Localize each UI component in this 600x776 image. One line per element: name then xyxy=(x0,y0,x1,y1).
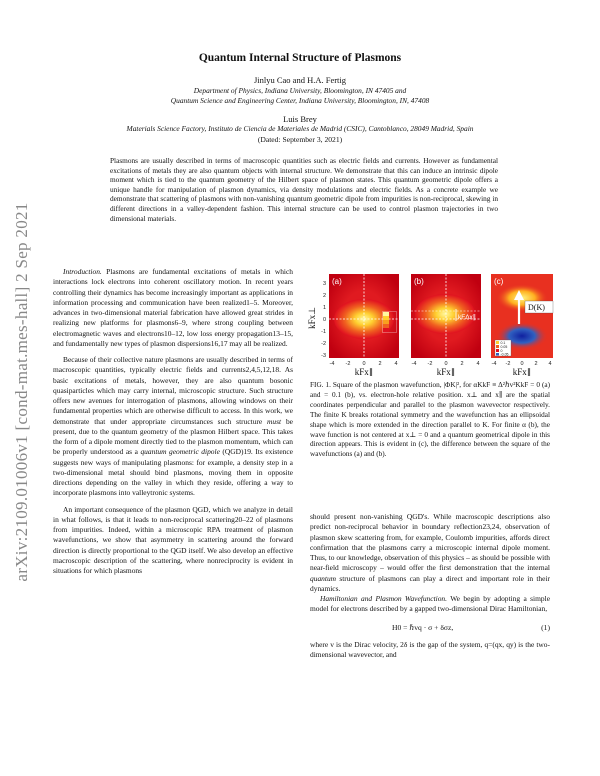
x-tick: 0 xyxy=(362,361,366,367)
hamiltonian-heading: Hamiltonian and Plasmon Wavefunction. xyxy=(320,594,447,603)
legend-entry: 0 xyxy=(500,349,503,353)
x-tick: -4 xyxy=(411,361,417,367)
x-tick: 0 xyxy=(520,361,524,367)
panel-c-label: (c) xyxy=(494,277,504,286)
abstract: Plasmons are usually described in terms of macroscopic quantities such as electric fields and currents. However as fundamental excitations of metals they are also quantum objects with internal structure. We demonstrate that this can induce an intrinsic dipole moment which is tied to the quantum geometry of the Hilbert space of plasmon states. This quantum geometric dipole offers a unique handle for manipulation of plasmon dynamics, via density modulations and electric fields. As a concrete example we demonstrate that scattering of plasmons with non-vanishing quantum geometric dipole from impurities is non-reciprocal, skewing in different directions in a valley-dependent fashion. This internal structure can be used to control plasmon trajectories in two dimensional materials. xyxy=(110,156,498,223)
affiliation-1a: Department of Physics, Indiana University, Bloomington, IN 47405 and xyxy=(193,86,407,95)
x-tick: 0 xyxy=(444,361,448,367)
y-tick: 0 xyxy=(322,317,326,323)
after-equation-text: where v is the Dirac velocity, 2δ is the gap of the system, q=(qx, qy) is the two-dimensional wavevector, and xyxy=(310,639,550,659)
legend-entry: -0.05 xyxy=(500,352,509,357)
intro-text: Plasmons are fundamental excitations of metals in which interactions lock electrons into coherent oscillatory motion. In recent years controlling their dynamics has become increasingly important as applications in information processing and communication have been realized1–5. Moreover, advances in two-dimensional material fabrication have allowed great strides in realizing new platforms for plasmons6–9, where strong coupling between electromagnetic waves and electrons10–12, low loss energy propagation13–15, and fundamentally new types of plasmon dispersions16,17 may all be realized. xyxy=(53,267,293,348)
arxiv-stamp: arXiv:2109.01006v1 [cond-mat.mes-hall] 2 Sep 2021 xyxy=(12,202,31,582)
p2-text-a: Because of their collective nature plasmons are usually described in terms of macroscopic quantities, typically electric fields and currents2,4,5,12,18. As basic excitations of metals, however, they are also quantum bosonic quasiparticles which may carry internal, microscopic structure. Such structure offers new avenues for interrogation of plasmons, allowing windows on their fundamental properties which are otherwise difficult to access. In this work, we demonstrate that under appropriate circumstances such structure xyxy=(53,355,293,426)
x-axis-label-c: kFx∥ xyxy=(512,367,532,376)
hamiltonian-paragraph xyxy=(310,594,550,615)
panel-c-legend xyxy=(495,340,511,357)
legend-entry: 0.05 xyxy=(500,345,508,349)
y-tick: 3 xyxy=(322,281,326,287)
x-tick: 2 xyxy=(534,361,538,367)
x-tick: -2 xyxy=(505,361,511,367)
p2-text-c: (QGD)19. Its existence suggests new ways of manipulating plasmons: for example, a density step in a two-dimensional metal should bind plasmons, moving them in opposite directions depending on the valley in which they reside, offering a way to incorporate plasmons into valleytronic systems. xyxy=(53,447,293,498)
affiliation-1b: Quantum Science and Engineering Center, Indiana University, Bloomington, IN, 47408 xyxy=(170,96,430,105)
equation-text: H0 = ℏvq · σ + δσz, xyxy=(392,622,454,632)
figure-1 xyxy=(305,268,555,376)
x-tick: -4 xyxy=(329,361,335,367)
equation-1 xyxy=(310,618,550,640)
legend-entry: 0.1 xyxy=(500,341,506,345)
y-tick: 2 xyxy=(322,293,326,299)
affiliation-2: Materials Science Factory, Instituto de Ciencia de Materiales de Madrid (CSIC), Cantoblanco, 28049 Madrid, Spain xyxy=(126,124,474,133)
right-p1-quantum: quantum xyxy=(310,573,337,583)
x-axis-label-b: kFx∥ xyxy=(436,367,456,376)
authors-line-1: Jinlyu Cao and H.A. Fertig xyxy=(253,75,347,85)
paragraph-2 xyxy=(53,355,293,499)
y-tick: -2 xyxy=(321,341,326,347)
kf-delta-label: kFΔx∥ xyxy=(458,314,477,321)
equation-number: (1) xyxy=(541,622,550,632)
figure-caption: FIG. 1. Square of the plasmon wavefunction, |ΦK|², for αKkF ≡ Δ²ℏv²KkF = 0 (a) and = 0.1 (b), vs. electron-hole relative position. x⊥ and x∥ are the spatial coordinates perpendicular and parallel to the plasmon wavevector respectively. The finite K breaks rotational symmetry and the wavefunction has an ellipsoidal shape which is more extended in the direction parallel to K. For finite α (b), the wave function is not centered at x⊥ = 0 and a quantum geometrical dipole in this direction appears. This is evident in (c), the difference between the square of the wavefunctions (a) and (b). xyxy=(310,381,550,459)
y-tick: 1 xyxy=(322,305,326,311)
panel-a-label: (a) xyxy=(332,277,342,286)
right-p1-text: should present non-vanishing QGD's. While macroscopic descriptions also predict non-reciprocal behavior in boundary reflection23,24, observation of plasmon skew scattering from, for example, Coulomb impurities, affords direct confirmation that the plasmons carry a microscopic internal dipole moment. Thus, to our knowledge, observation of this physics – as should be possible with near-field microscopy – would offer the first demonstration that the internal xyxy=(310,512,550,573)
x-tick: 4 xyxy=(548,361,552,367)
x-tick: 2 xyxy=(378,361,382,367)
panel-a xyxy=(329,274,399,358)
x-tick: -4 xyxy=(491,361,497,367)
panel-b-label: (b) xyxy=(414,277,424,286)
panel-b xyxy=(411,274,481,358)
y-ticks xyxy=(321,281,326,359)
y-tick: -3 xyxy=(321,353,326,359)
y-axis-label: kFx⊥ xyxy=(307,307,317,329)
x-axis-label-a: kFx∥ xyxy=(354,367,374,376)
intro-paragraph xyxy=(53,267,293,349)
right-column xyxy=(310,512,550,660)
right-p1-end: structure of plasmons can play a direct and important role in their dynamics. xyxy=(310,573,550,593)
p2-text-b: be present, due to the quantum geometry of the plasmon Hilbert space. This takes the form of a dipole moment directly tied to the plasmon momentum, which can be properly understood as a xyxy=(53,416,293,457)
left-column xyxy=(53,267,293,576)
intro-heading: Introduction. xyxy=(63,267,102,276)
paper-title: Quantum Internal Structure of Plasmons xyxy=(198,52,402,64)
y-tick: -1 xyxy=(321,329,326,335)
hamiltonian-text: We begin by adopting a simple model for electrons described by a gapped two-dimensional Dirac Hamiltonian, xyxy=(310,594,550,614)
panel-c xyxy=(491,274,553,358)
x-tick: -2 xyxy=(427,361,433,367)
x-tick: 4 xyxy=(394,361,398,367)
date-line: (Dated: September 3, 2021) xyxy=(257,135,343,144)
x-tick: 2 xyxy=(460,361,464,367)
p2-qgd: quantum geometric dipole xyxy=(140,447,220,457)
right-paragraph-1 xyxy=(310,512,550,594)
x-tick: -2 xyxy=(345,361,351,367)
dipole-label: D(K) xyxy=(528,303,545,312)
x-tick: 4 xyxy=(476,361,480,367)
authors-line-2: Luis Brey xyxy=(283,114,317,124)
paragraph-3: An important consequence of the plasmon QGD, which we analyze in detail in what follows, is that it leads to non-reciprocal scattering20–22 of plasmons from impurities. Indeed, within a microscopic RPA treatment of plasmon wavefunctions, we show that asymmetry in scattering around the forward direction is directly proportional to the QGD itself. We also develop an effective macroscopic description of the scattering, where nonreciprocity is evident in situations for which plasmons xyxy=(53,504,293,575)
p2-must: must xyxy=(267,416,282,426)
